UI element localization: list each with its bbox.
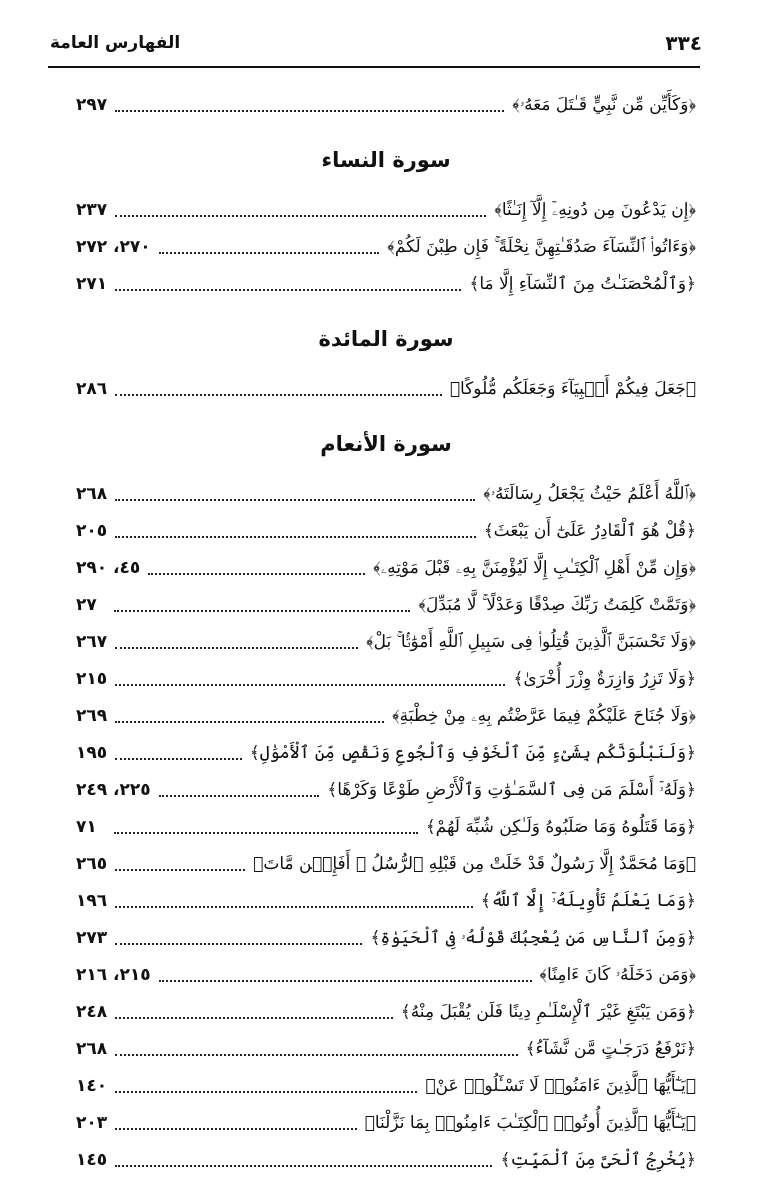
index-entry (76, 475, 696, 512)
verse-text: ﴿وَمَا قَتَلُوهُ وَمَا صَلَبُوهُ وَلَـٰكِن شُبِّهَ لَهُمْ﴾ (425, 817, 696, 837)
header-rule (48, 66, 700, 68)
verse-text: ﴿وَمَا مُحَمَّدٌ إِلَّا رَسُولٌ قَدْ خَلَتْ مِن قَبْلِهِ ٱلرُّسُلُ ۚ أَفَإِي۟ن مَّاتَ﴾ (253, 853, 696, 874)
verse-text: ﴿وَءَاتُوا۟ ٱلنِّسَآءَ صَدُقَـٰتِهِنَّ نِحْلَةً ۚ فَإِن طِبْنَ لَكُمْ﴾ (387, 236, 696, 257)
dot-leader (115, 1091, 417, 1093)
index-entry (76, 1067, 696, 1104)
page-reference: ٢٣٧ (76, 199, 108, 220)
page-reference: ٢١٥، ٢١٦ (76, 964, 151, 985)
verse-text: ﴿وَمَن دَخَلَهُۥ كَانَ ءَامِنًا﴾ (539, 964, 696, 985)
index-entry (76, 734, 696, 771)
index-entry (76, 1030, 696, 1067)
index-entry (76, 956, 696, 993)
page-reference: ٢٠٥ (76, 520, 108, 541)
index-entry (76, 660, 696, 697)
verse-text: ﴿وَلَا تَزِرُ وَازِرَةٌ وِزْرَ أُخْرَىٰ﴾ (513, 669, 696, 689)
index-entry (76, 586, 696, 623)
verse-text: ﴿وَكَأَيِّن مِّن نَّبِيٍّ قَـٰتَلَ مَعَهُۥ﴾ (512, 94, 696, 115)
dot-leader (115, 215, 486, 217)
verse-text: ﴿وَمَا يَعْلَمُ تَأْوِيلَهُۥٓ إِلَّا ٱللَّهُ﴾ (480, 891, 696, 911)
index-entry (76, 919, 696, 956)
dot-leader (115, 684, 505, 686)
page-reference: ٢٧٣ (76, 927, 108, 948)
index-content (76, 86, 696, 1178)
page-reference: ٢٧٠، ٢٧٢ (76, 236, 151, 257)
page-reference: ١٤٥ (76, 1149, 108, 1170)
verse-text: ﴿وَمِنَ ٱلنَّاسِ مَن يُعْجِبُكَ قَوْلُهُۥ فِى ٱلْحَيَوٰةِ﴾ (370, 928, 696, 948)
verse-text: ﴿وَٱلْمُحْصَنَـٰتُ مِنَ ٱلنِّسَآءِ إِلَّا مَا﴾ (469, 274, 696, 294)
dot-leader (115, 536, 476, 538)
page-reference: ٢١٥ (76, 668, 108, 689)
surah-heading: سورة النساء (321, 148, 451, 172)
page-reference: ٢٨٦ (76, 378, 108, 399)
dot-leader (115, 943, 362, 945)
dot-leader (115, 721, 384, 723)
verse-text: ﴿جَعَلَ فِيكُمْ أَنۢبِيَآءَ وَجَعَلَكُم مُّلُوكًا﴾ (449, 378, 696, 399)
index-entry (76, 993, 696, 1030)
page-reference: ٢٩٧ (76, 94, 108, 115)
page-reference: ٤٥، ٢٩٠ (76, 557, 141, 578)
index-entry (76, 882, 696, 919)
dot-leader (159, 980, 532, 982)
dot-leader (114, 610, 410, 612)
page-reference: ٢٧١ (76, 273, 108, 294)
index-entry (76, 845, 696, 882)
dot-leader (115, 499, 475, 501)
page-reference: ٢٤٨ (76, 1001, 108, 1022)
page-header (50, 26, 702, 60)
page-reference: ٢٠٣ (76, 1112, 108, 1133)
verse-text: ﴿يَـٰٓأَيُّهَا ٱلَّذِينَ ءَامَنُوا۟ لَا تَسْـَٔلُوا۟ عَنْ﴾ (425, 1075, 696, 1096)
index-entry (76, 228, 696, 265)
dot-leader (115, 906, 473, 908)
verse-text: ﴿وَلَا جُنَاحَ عَلَيْكُمْ فِيمَا عَرَّضْتُم بِهِۦ مِنْ خِطْبَةِ﴾ (392, 705, 696, 726)
page-reference: ٢٦٥ (76, 853, 108, 874)
surah-heading: سورة المائدة (318, 327, 454, 351)
dot-leader (148, 573, 365, 575)
index-entry (76, 771, 696, 808)
dot-leader (115, 394, 442, 396)
index-entry (76, 86, 696, 123)
page-reference: ٢٢٥، ٢٤٩ (76, 779, 151, 800)
dot-leader (159, 252, 380, 254)
index-entry (76, 265, 696, 302)
index-entry (76, 1141, 696, 1178)
dot-leader (115, 869, 245, 871)
verse-text: ﴿وَإِن مِّنْ أَهْلِ ٱلْكِتَـٰبِ إِلَّا لَيُؤْمِنَنَّ بِهِۦ قَبْلَ مَوْتِهِۦ﴾ (373, 557, 696, 578)
running-title: الفهارس العامة (50, 33, 181, 53)
page-reference: ٢٦٨ (76, 483, 108, 504)
verse-text: ﴿وَمَن يَبْتَغِ غَيْرَ ٱلْإِسْلَـٰمِ دِينًا فَلَن يُقْبَلَ مِنْهُ﴾ (400, 1002, 696, 1022)
index-entry (76, 808, 696, 845)
dot-leader (115, 1017, 393, 1019)
page-number: ٣٣٤ (665, 31, 702, 55)
dot-leader (115, 647, 358, 649)
dot-leader (159, 795, 320, 797)
verse-text: ﴿وَلَنَبْلُوَنَّكُم بِشَىْءٍ مِّنَ ٱلْخَوْفِ وَٱلْجُوعِ وَنَقْصٍ مِّنَ ٱلْأَمْوَٰلِ﴾ (249, 743, 696, 763)
dot-leader (115, 289, 461, 291)
dot-leader (114, 832, 418, 834)
page-reference: ٢٦٩ (76, 705, 108, 726)
index-entry (76, 623, 696, 660)
page-reference: ١٩٦ (76, 890, 108, 911)
dot-leader (115, 110, 504, 112)
dot-leader (115, 1165, 492, 1167)
dot-leader (115, 1128, 357, 1130)
verse-text: ﴿إِن يَدْعُونَ مِن دُونِهِۦٓ إِلَّآ إِنَـٰثًا﴾ (494, 199, 696, 220)
page-reference: ٢٦٧ (76, 631, 108, 652)
index-entry (76, 191, 696, 228)
page-reference: ٢٧ (76, 594, 97, 615)
verse-text: ﴿وَتَمَّتْ كَلِمَتُ رَبِّكَ صِدْقًا وَعَدْلًا ۚ لَّا مُبَدِّلَ﴾ (418, 594, 696, 615)
verse-text: ﴿قُلْ هُوَ ٱلْقَادِرُ عَلَىٰٓ أَن يَبْعَثَ﴾ (483, 521, 696, 541)
page-reference: ٢٦٨ (76, 1038, 108, 1059)
surah-heading: سورة الأنعام (320, 432, 452, 456)
verse-text: ﴿نَرْفَعُ دَرَجَـٰتٍ مَّن نَّشَآءُ﴾ (525, 1039, 696, 1059)
dot-leader (115, 758, 242, 760)
verse-text: ﴿وَلَهُۥٓ أَسْلَمَ مَن فِى ٱلسَّمَـٰوَٰتِ وَٱلْأَرْضِ طَوْعًا وَكَرْهًا﴾ (327, 780, 696, 800)
page-reference: ٧١ (76, 816, 97, 837)
page-reference: ١٤٠ (76, 1075, 108, 1096)
index-entry (76, 370, 696, 407)
index-entry (76, 512, 696, 549)
dot-leader (115, 1054, 517, 1056)
index-entry (76, 549, 696, 586)
verse-text: ﴿يَـٰٓأَيُّهَا ٱلَّذِينَ أُوتُوا۟ ٱلْكِتَـٰبَ ءَامِنُوا۟ بِمَا نَزَّلْنَا﴾ (364, 1112, 696, 1133)
index-entry (76, 697, 696, 734)
page-reference: ١٩٥ (76, 742, 108, 763)
index-entry (76, 1104, 696, 1141)
verse-text: ﴿وَلَا تَحْسَبَنَّ ٱلَّذِينَ قُتِلُوا۟ فِى سَبِيلِ ٱللَّهِ أَمْوَٰتًۢا ۚ بَلْ﴾ (366, 631, 696, 652)
verse-text: ﴿يُخْرِجُ ٱلْحَىَّ مِنَ ٱلْمَيِّتِ﴾ (500, 1150, 696, 1170)
verse-text: ﴿ٱللَّهُ أَعْلَمُ حَيْثُ يَجْعَلُ رِسَالَتَهُۥ﴾ (483, 483, 696, 504)
